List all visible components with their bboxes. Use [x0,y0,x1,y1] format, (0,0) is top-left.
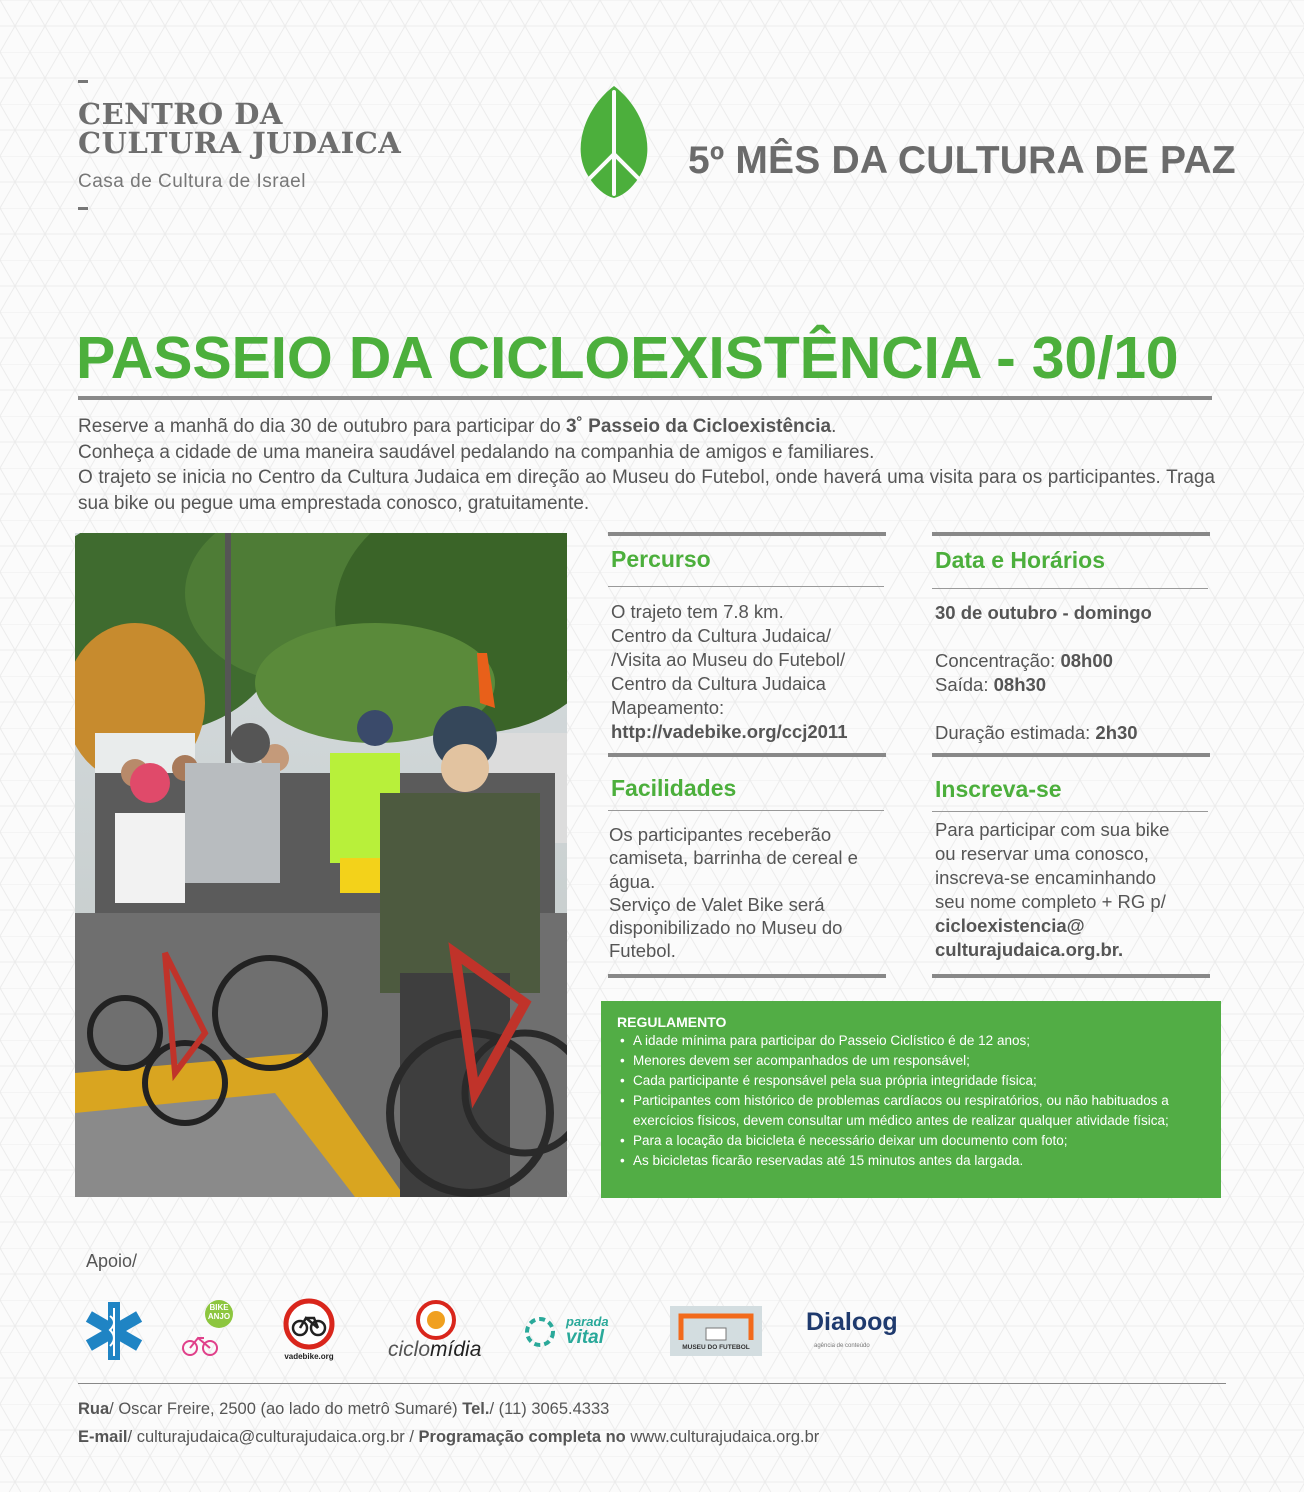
map-link[interactable]: http://vadebike.org/ccj2011 [611,721,848,742]
org-name-line2: CULTURA JUDAICA [78,126,402,160]
email-link-line1[interactable]: cicloexistencia@ [935,915,1085,936]
title-rule [78,396,1212,400]
regulamento-title: REGULAMENTO [617,1014,727,1030]
ciclomidia-text: ciclomídia [388,1338,482,1361]
vadebike-logo [280,1298,338,1364]
inscreva-divider [932,811,1208,812]
data-horarios-title: Data e Horários [935,547,1106,573]
museu-futebol-logo [670,1306,762,1356]
percurso-line: /Visita ao Museu do Futebol/ [611,649,846,670]
org-subtitle: Casa de Cultura de Israel [78,171,306,192]
peace-leaf-logo [575,84,653,200]
percurso-divider [608,586,884,587]
percurso-line: Centro da Cultura Judaica [611,673,826,694]
inscreva-title: Inscreva-se [935,776,1062,802]
percurso-text [611,600,886,744]
vadebike-text: vadebike.org [284,1352,334,1361]
org-name-line1: CENTRO DA [78,97,283,131]
header-dash-bottom [78,207,88,210]
intro-p2: Conheça a cidade de uma maneira saudável pedalando na companhia de amigos e familiares. [78,441,875,463]
inscreva-line: inscreva-se encaminhando [935,867,1157,888]
email-link-line2[interactable]: culturajudaica.org.br. [935,939,1124,960]
footer-website[interactable]: www.culturajudaica.org.br [625,1428,820,1446]
dialoog-text: Dialoog [806,1308,898,1336]
data-rule-top [932,532,1210,536]
facilidades-title: Facilidades [611,775,737,801]
event-series-title: 5º MÊS DA CULTURA DE PAZ [688,139,1236,182]
regulamento-list [617,1031,1205,1171]
percurso-rule-top [608,532,886,536]
inscreva-line: Para participar com sua bike [935,819,1170,840]
facilidades-line: disponibilizado no Museu do [609,917,843,939]
percurso-title: Percurso [611,546,711,572]
cyclists-photo [75,533,567,1197]
parada-vital-logo [520,1312,620,1352]
parada-vital-text: parada vital [566,1314,609,1348]
regulamento-box [601,1001,1221,1198]
star-of-life-icon [84,1300,144,1362]
intro-text [78,414,1215,516]
facilidades-divider [608,810,884,811]
facilidades-line: água. [609,870,656,892]
saida-line: Saída: 08h30 [935,674,1047,695]
data-horarios-text [935,601,1210,745]
facilidades-line: Os participantes receberão [609,824,832,845]
regulamento-item: • As bicicletas ficarão reservadas até 15 minutos antes da largada. [617,1151,1205,1171]
concentracao-line: Concentração: 08h00 [935,650,1113,671]
facilidades-line: Futebol. [609,940,676,962]
page-title: PASSEIO DA CICLOEXISTÊNCIA - 30/10 [76,325,1179,391]
inscreva-rule-bottom [932,974,1210,978]
regulamento-item: • Para a locação da bicicleta é necessário deixar um documento com foto; [617,1131,1205,1151]
inscreva-text [935,818,1210,962]
header-dash-top [78,80,88,83]
org-name [78,97,402,160]
ciclomidia-logo [388,1300,488,1362]
museu-futebol-text: MUSEU DO FUTEBOL [682,1344,750,1351]
footer-email[interactable]: / culturajudaica@culturajudaica.org.br / [127,1428,419,1446]
event-date: 30 de outubro - domingo [935,602,1152,623]
facilidades-rule-bottom [608,974,886,978]
footer-contact: E-mail/ culturajudaica@culturajudaica.org.br / Programação completa no www.culturajudaica.org.br [78,1428,820,1446]
facilidades-text [609,823,884,963]
intro-p3: O trajeto se inicia no Centro da Cultura Judaica em direção ao Museu do Futebol, onde haverá uma visita para os participantes. Traga sua bike ou pegue uma emprestada conosco, gratuitamente. [78,467,1215,514]
regulamento-item: • Participantes com histórico de problemas cardíacos ou respiratórios, ou não habituados a exercícios físicos, devem consultar um médico antes de realizar qualquer atividade física; [617,1091,1205,1131]
percurso-line: Mapeamento: [611,697,725,718]
intro-p1: Reserve a manhã do dia 30 de outubro para participar do 3˚ Passeio da Cicloexistência. [78,416,837,437]
dialoog-subtext: agência de conteúdo [814,1343,870,1349]
percurso-line: Centro da Cultura Judaica/ [611,625,832,646]
dialoog-logo [806,1308,906,1354]
apoio-label: Apoio/ [86,1251,138,1271]
facilidades-line: Serviço de Valet Bike será [609,893,825,915]
bike-anjo-text: BIKE ANJO [207,1303,231,1321]
duracao-line: Duração estimada: 2h30 [935,722,1138,743]
bike-anjo-logo [178,1300,238,1360]
footer-rule [78,1383,1226,1384]
regulamento-item: • Cada participante é responsável pela sua própria integridade física; [617,1071,1205,1091]
inscreva-line: seu nome completo + RG p/ [935,891,1166,912]
data-rule-bottom [932,753,1210,757]
percurso-line: O trajeto tem 7.8 km. [611,601,784,622]
footer-address: Rua/ Oscar Freire, 2500 (ao lado do metrô Sumaré) Tel./ (11) 3065.4333 [78,1400,610,1418]
inscreva-line: ou reservar uma conosco, [935,843,1149,864]
regulamento-item: • A idade mínima para participar do Passeio Ciclístico é de 12 anos; [617,1031,1205,1051]
regulamento-item: • Menores devem ser acompanhados de um responsável; [617,1051,1205,1071]
percurso-rule-bottom [608,753,886,757]
data-divider [932,588,1208,589]
facilidades-line: camiseta, barrinha de cereal e [609,847,858,869]
